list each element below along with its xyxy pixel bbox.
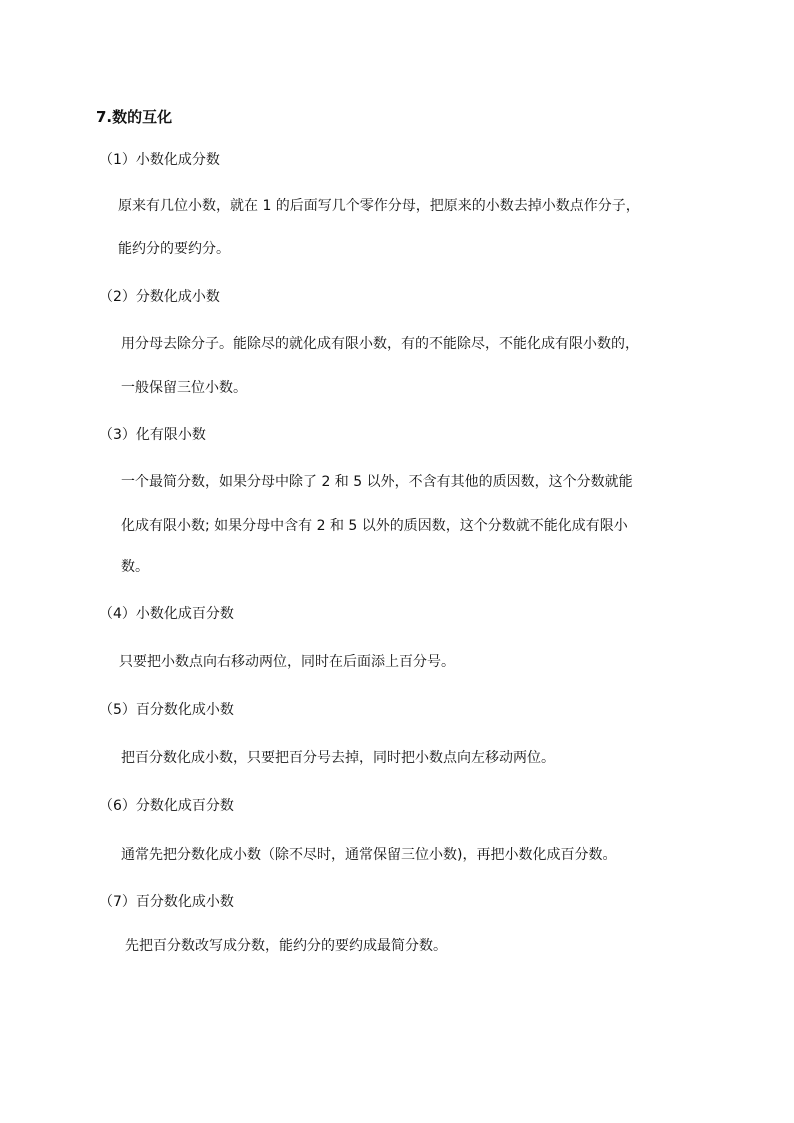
paragraph-line: 数。 bbox=[121, 559, 149, 575]
paragraph-line: 把百分数化成小数，只要把百分号去掉，同时把小数点向左移动两位。 bbox=[121, 750, 555, 766]
paragraph-line: 一般保留三位小数。 bbox=[121, 380, 247, 396]
item-heading: （1）小数化成分数 bbox=[99, 152, 220, 168]
item-heading: （4）小数化成百分数 bbox=[99, 606, 234, 622]
paragraph-line: 用分母去除分子。能除尽的就化成有限小数，有的不能除尽，不能化成有限小数的， bbox=[121, 336, 639, 352]
paragraph-line: 只要把小数点向右移动两位，同时在后面添上百分号。 bbox=[119, 654, 455, 670]
paragraph-line: 通常先把分数化成小数（除不尽时，通常保留三位小数)，再把小数化成百分数。 bbox=[121, 847, 617, 863]
item-heading: （7）百分数化成小数 bbox=[99, 894, 234, 910]
section-title: 7.数的互化 bbox=[96, 108, 173, 126]
item-heading: （6）分数化成百分数 bbox=[99, 798, 234, 814]
paragraph-line: 化成有限小数; 如果分母中含有 2 和 5 以外的质因数，这个分数就不能化成有限小 bbox=[121, 518, 628, 534]
paragraph-line: 原来有几位小数，就在 1 的后面写几个零作分母，把原来的小数去掉小数点作分子， bbox=[118, 198, 640, 214]
item-heading: （2）分数化成小数 bbox=[99, 289, 220, 305]
paragraph-line: 先把百分数改写成分数，能约分的要约成最简分数。 bbox=[125, 938, 447, 954]
paragraph-line: 能约分的要约分。 bbox=[118, 241, 230, 257]
paragraph-line: 一个最简分数，如果分母中除了 2 和 5 以外，不含有其他的质因数，这个分数就能 bbox=[121, 474, 633, 490]
item-heading: （5）百分数化成小数 bbox=[99, 702, 234, 718]
item-heading: （3）化有限小数 bbox=[99, 427, 206, 443]
